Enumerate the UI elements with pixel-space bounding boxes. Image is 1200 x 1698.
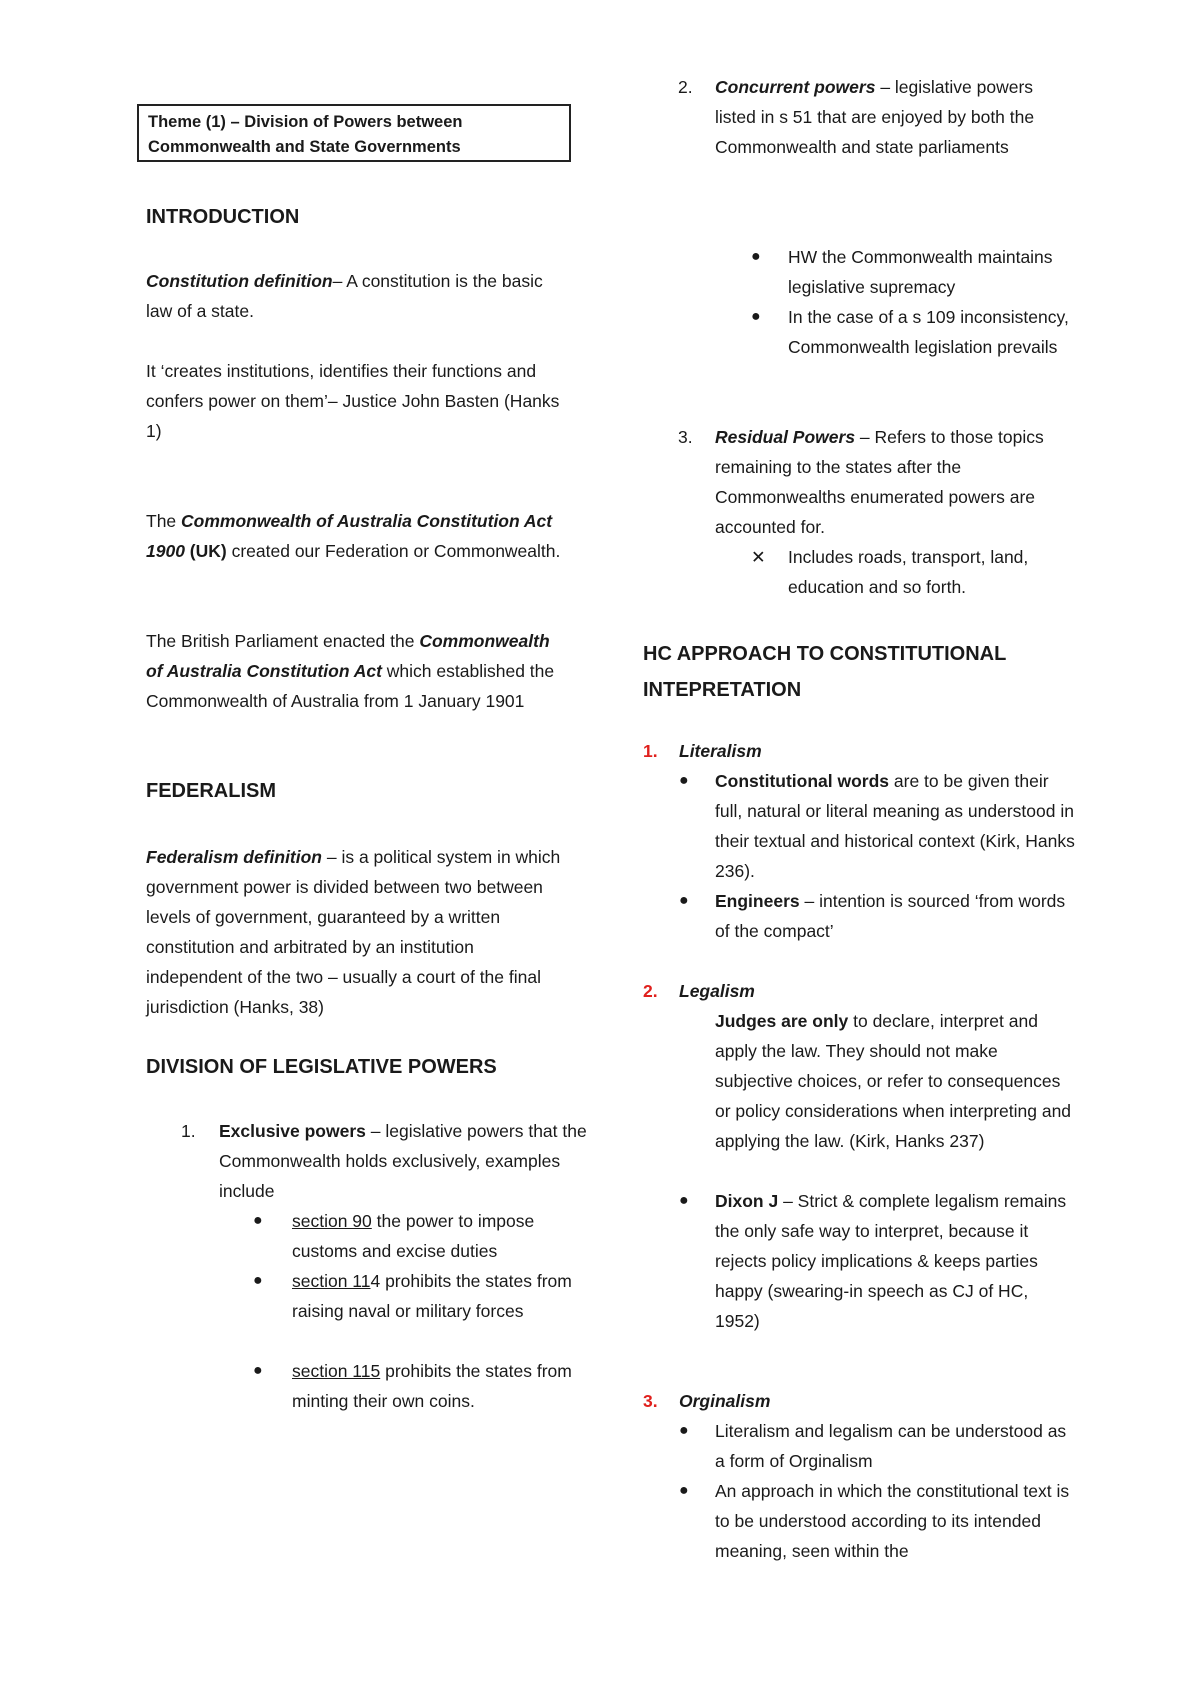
literalism-b1-text: are to be given their full, natural or literal meaning as understood in their textual and historical context (Kirk, Hanks 236). bbox=[715, 771, 1075, 881]
legalism-b-term: Dixon J bbox=[715, 1191, 779, 1211]
list-number-3: 3. bbox=[678, 427, 693, 447]
bullet-dot: ● bbox=[253, 1362, 263, 1379]
residual-powers-term: Residual Powers bbox=[715, 427, 856, 447]
bullet-dot: ● bbox=[679, 1482, 689, 1499]
exclusive-powers-term: Exclusive powers bbox=[219, 1121, 366, 1141]
brit-act: Commonwealth of Australia Constitution Act bbox=[146, 631, 550, 681]
orginalism-title: Orginalism bbox=[679, 1391, 771, 1411]
theme-title-line-1: Theme (1) – Division of Powers between bbox=[148, 113, 463, 131]
federalism-definition-term: Federalism definition bbox=[146, 847, 322, 867]
bullet-dot: ● bbox=[751, 308, 761, 325]
residual-powers-text: – Refers to those topics remaining to the states after the Commonwealths enumerated powers are accounted for. bbox=[715, 427, 1044, 537]
constitution-definition-term: Constitution definition bbox=[146, 271, 333, 291]
bullet-dot: ● bbox=[679, 772, 689, 789]
section-115-text: prohibits the states from minting their own coins. bbox=[292, 1361, 572, 1411]
exclusive-powers-text: – legislative powers that the Commonwealth holds exclusively, examples include bbox=[219, 1121, 587, 1201]
legalism-paragraph bbox=[715, 1006, 1075, 1156]
federalism-definition bbox=[146, 842, 566, 1022]
legalism-b-text: – Strict & complete legalism remains the only safe way to interpret, because it rejects policy implications & keeps parties happy (swearing-in speech as CJ of HC, 1952) bbox=[715, 1191, 1067, 1331]
constitution-act-paragraph bbox=[146, 506, 566, 566]
literalism-bullet-2 bbox=[715, 886, 1075, 946]
section-114-text: 4 prohibits the states from raising naval or military forces bbox=[292, 1271, 572, 1321]
heading-introduction: INTRODUCTION bbox=[146, 206, 300, 228]
exclusive-powers-item bbox=[219, 1116, 589, 1206]
federalism-definition-text: – is a political system in which government power is divided between two between levels of government, guaranteed by a written constitution and arbitrated by an institution independent of the two – usually a court of the final jurisdiction (Hanks, 38) bbox=[146, 847, 561, 1017]
list-item-section-115 bbox=[292, 1356, 582, 1416]
act-name: Commonwealth of Australia Constitution Act 1900 bbox=[146, 511, 553, 561]
section-114-link[interactable]: section 11 bbox=[292, 1271, 371, 1291]
legalism-p-text: to declare, interpret and apply the law. They should not make subjective choices, or refer to consequences or policy considerations when interpreting and applying the law. (Kirk, Hanks 237) bbox=[715, 1011, 1072, 1151]
orginalism-bullet-1: Literalism and legalism can be understood as a form of Orginalism bbox=[715, 1421, 1067, 1471]
hc-heading-line-1: HC APPROACH TO CONSTITUTIONAL bbox=[643, 643, 1007, 665]
concurrent-powers-item bbox=[715, 72, 1075, 162]
legalism-number: 2. bbox=[643, 981, 658, 1001]
british-parliament-paragraph bbox=[146, 626, 566, 716]
bullet-dot: ● bbox=[253, 1212, 263, 1229]
list-number-2: 2. bbox=[678, 77, 693, 97]
constitution-definition bbox=[146, 266, 566, 326]
bullet-dot: ● bbox=[679, 1192, 689, 1209]
literalism-number: 1. bbox=[643, 741, 658, 761]
bullet-dot: ● bbox=[679, 1422, 689, 1439]
list-number-1: 1. bbox=[181, 1121, 196, 1141]
literalism-b2-text: – intention is sourced ‘from words of the compact’ bbox=[715, 891, 1066, 941]
literalism-bullet-1 bbox=[715, 766, 1075, 886]
section-90-link[interactable]: section 90 bbox=[292, 1211, 372, 1231]
concurrent-bullet-2: In the case of a s 109 inconsistency, Commonwealth legislation prevails bbox=[788, 307, 1069, 357]
constitution-definition-text: – A constitution is the basic law of a state. bbox=[146, 271, 543, 321]
section-90-text: the power to impose customs and excise duties bbox=[292, 1211, 535, 1261]
list-item-section-114 bbox=[292, 1266, 582, 1326]
brit-post: which established the Commonwealth of Australia from 1 January 1901 bbox=[146, 661, 555, 711]
section-115-link[interactable]: section 115 bbox=[292, 1361, 381, 1381]
bullet-dot: ● bbox=[751, 248, 761, 265]
legalism-p-term: Judges are only bbox=[715, 1011, 849, 1031]
cross-bullet-icon: ✕ bbox=[751, 547, 766, 567]
heading-federalism: FEDERALISM bbox=[146, 780, 276, 802]
heading-division-legislative-powers: DIVISION OF LEGISLATIVE POWERS bbox=[146, 1056, 497, 1078]
residual-powers-item bbox=[715, 422, 1075, 542]
brit-pre: The British Parliament enacted the bbox=[146, 631, 420, 651]
legalism-bullet bbox=[715, 1186, 1075, 1336]
residual-sub-item: Includes roads, transport, land, education and so forth. bbox=[788, 547, 1029, 597]
bullet-dot: ● bbox=[253, 1272, 263, 1289]
hc-heading-line-2: INTEPRETATION bbox=[643, 679, 802, 701]
act-post: created our Federation or Commonwealth. bbox=[226, 541, 561, 561]
concurrent-powers-text: – legislative powers listed in s 51 that are enjoyed by both the Commonwealth and state parliaments bbox=[715, 77, 1035, 157]
literalism-b1-term: Constitutional words bbox=[715, 771, 890, 791]
legalism-title: Legalism bbox=[679, 981, 755, 1001]
concurrent-powers-term: Concurrent powers bbox=[715, 77, 876, 97]
act-pre: The bbox=[146, 511, 182, 531]
literalism-b2-term: Engineers bbox=[715, 891, 800, 911]
literalism-title: Literalism bbox=[679, 741, 762, 761]
theme-title-box bbox=[137, 104, 571, 162]
bullet-dot: ● bbox=[679, 892, 689, 909]
theme-title-line-2: Commonwealth and State Governments bbox=[148, 138, 461, 156]
act-uk: (UK) bbox=[184, 541, 227, 561]
heading-hc-approach bbox=[643, 636, 1006, 708]
list-item-section-90 bbox=[292, 1206, 582, 1266]
concurrent-bullet-1: HW the Commonwealth maintains legislative supremacy bbox=[788, 247, 1053, 297]
basten-quote: It ‘creates institutions, identifies their functions and confers power on them’– Justice John Basten (Hanks 1) bbox=[146, 361, 560, 441]
orginalism-number: 3. bbox=[643, 1391, 658, 1411]
orginalism-bullet-2: An approach in which the constitutional text is to be understood according to its intended meaning, seen within the bbox=[715, 1481, 1070, 1561]
